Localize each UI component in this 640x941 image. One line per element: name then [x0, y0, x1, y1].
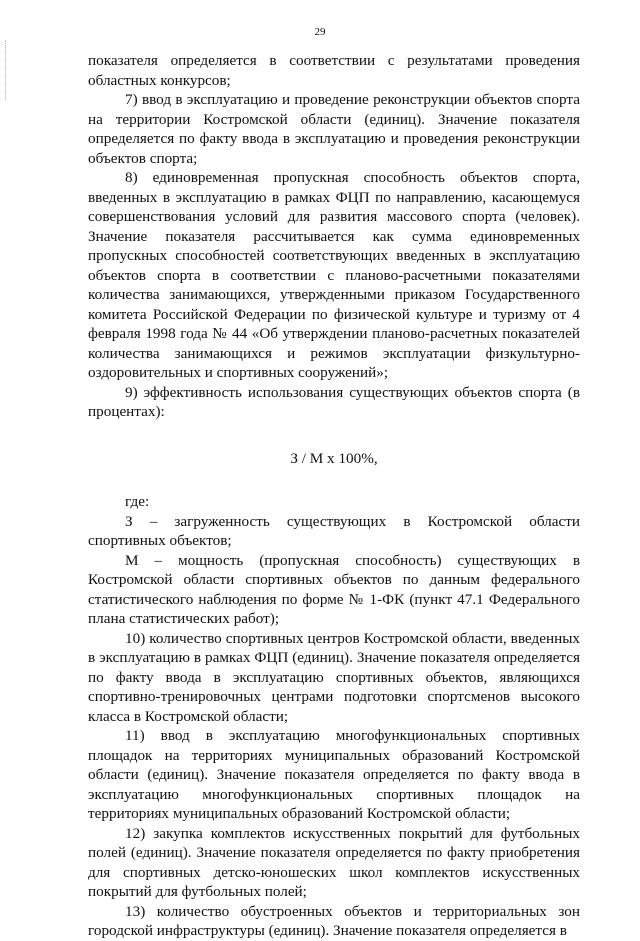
definition-m: М – мощность (пропускная способность) существующих в Костромской области спортивных объектов по данным федерального статистического наблюдения по форме № 1-ФК (пункт 47.1 Федерального плана статистических работ); [88, 551, 580, 627]
formula: З / М х 100%, [290, 449, 378, 467]
page-number: 29 [314, 26, 326, 38]
where-label: где: [125, 493, 150, 510]
document-body [88, 51, 580, 941]
paragraph-item-9: 9) эффективность использования существующих объектов спорта (в процентах): [88, 383, 580, 420]
paragraph-item-13: 13) количество обустроенных объектов и территориальных зон городской инфраструктуры (единиц). Значение показателя определяется в [88, 902, 580, 939]
margin-mark [5, 40, 7, 100]
paragraph-item-12: 12) закупка комплектов искусственных покрытий для футбольных полей (единиц). Значение показателя определяется по факту приобретения для спортивных детско-юношеских школ комплектов искусственных покрытий для футбольных полей; [88, 824, 580, 900]
paragraph-item-11: 11) ввод в эксплуатацию многофункциональных спортивных площадок на территориях муниципальных образований Костромской области (единиц). Значение показателя определяется по факту ввода в эксплуатацию многофункциональных спортивных площадок на территориях муниципальных образований Костромской области; [88, 727, 580, 822]
definition-z: З – загруженность существующих в Костромской области спортивных объектов; [88, 512, 580, 549]
paragraph-item-8: 8) единовременная пропускная способность объектов спорта, введенных в эксплуатацию в рамках ФЦП по направлению, касающемуся совершенствования условий для развития массового спорта (человек). Значение показателя рассчитывается как сумма единовременных пропускных способностей соответствующих введенных в эксплуатацию объектов спорта в соответствии с планово-расчетными показателями количества занимающихся, утвержденными приказом Государственного комитета Российской Федерации по физической культуре и туризму от 4 февраля 1998 года № 44 «Об утверждении планово-расчетных показателей количества занимающихся и режимов эксплуатации физкультурно-оздоровительных и спортивных сооружений»; [88, 169, 580, 381]
paragraph-item-10: 10) количество спортивных центров Костромской области, введенных в эксплуатацию в рамках ФЦП (единиц). Значение показателя определяется по факту ввода в эксплуатацию спортивных объектов, являющихся спортивно-тренировочных центрами подготовки спортсменов высокого класса в Костромской области; [88, 629, 580, 725]
paragraph-continuation: показателя определяется в соответствии с результатами проведения областных конкурсов; [88, 52, 580, 89]
paragraph-item-7: 7) ввод в эксплуатацию и проведение реконструкции объектов спорта на территории Костромской области (единиц). Значение показателя определяется по факту ввода в эксплуатацию и проведения реконструкции объектов спорта; [88, 91, 580, 167]
